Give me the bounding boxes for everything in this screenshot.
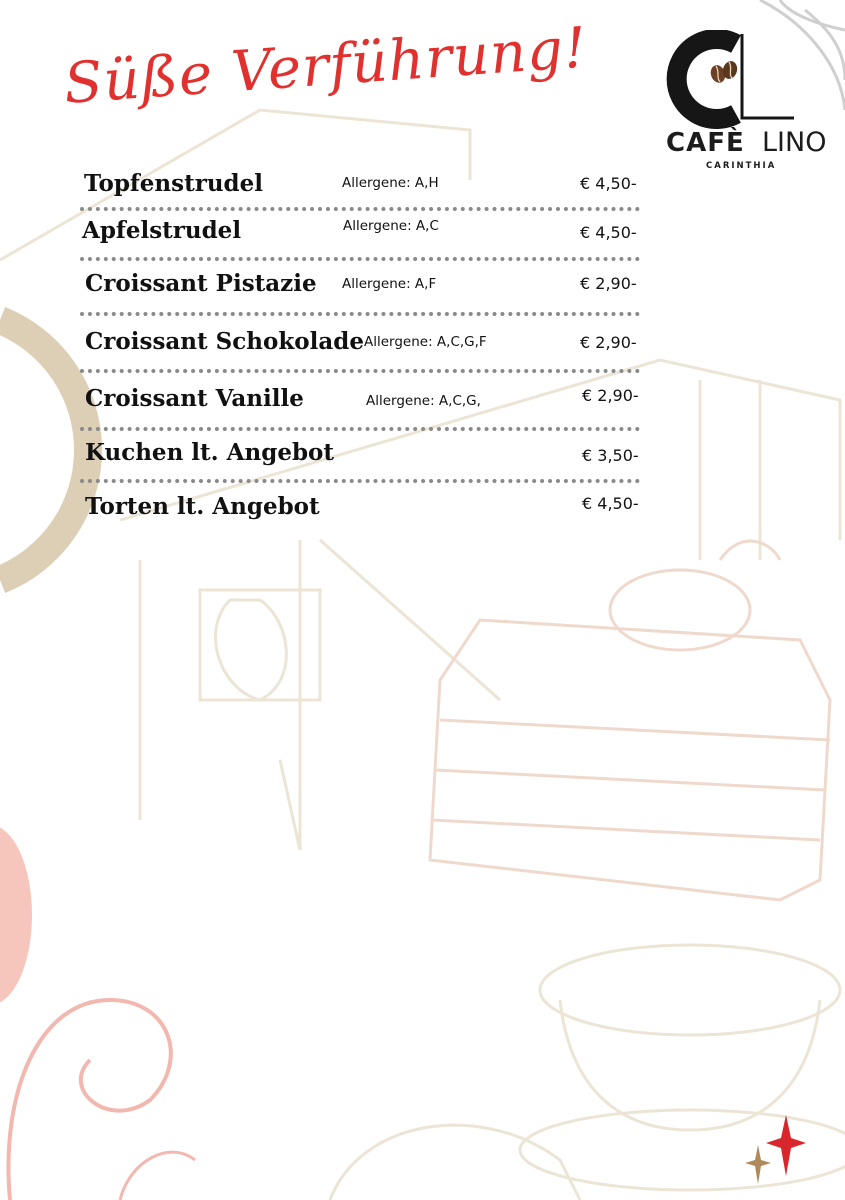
sparkle-icon <box>745 1145 771 1184</box>
item-price: € 2,90- <box>582 386 639 405</box>
menu-item <box>80 439 660 479</box>
item-price: € 2,90- <box>580 274 637 293</box>
cafe-logo <box>664 30 827 175</box>
item-price: € 4,50- <box>582 494 639 513</box>
cake-sketch <box>430 541 830 900</box>
item-allergens: Allergene: A,F <box>342 276 437 292</box>
menu-item <box>80 217 660 257</box>
dotted-divider <box>80 207 640 211</box>
item-name: Croissant Schokolade <box>85 328 364 355</box>
item-price: € 3,50- <box>582 446 639 465</box>
beige-arc-decoration <box>0 320 88 580</box>
item-allergens: Allergene: A,C,G, <box>366 393 481 409</box>
item-name: Kuchen lt. Angebot <box>85 439 335 466</box>
coffee-cup-sketch <box>520 945 845 1190</box>
swirl-decoration <box>8 1000 170 1200</box>
sparkle-icon <box>766 1115 806 1176</box>
item-allergens: Allergene: A,C,G,F <box>364 334 487 350</box>
menu-item <box>80 493 660 533</box>
menu-item <box>80 270 660 310</box>
item-name: Topfenstrudel <box>84 170 264 197</box>
cl-monogram-icon <box>664 30 824 130</box>
item-name: Torten lt. Angebot <box>85 493 320 520</box>
logo-lino-text: LINO <box>762 127 827 158</box>
menu-item <box>80 385 660 425</box>
dotted-divider <box>80 312 640 316</box>
pink-blob-decoration <box>0 825 32 1005</box>
item-allergens: Allergene: A,H <box>342 175 439 191</box>
logo-subtitle: CARINTHIA <box>706 161 777 171</box>
dotted-divider <box>80 479 640 483</box>
item-name: Apfelstrudel <box>82 217 242 244</box>
item-price: € 2,90- <box>580 333 637 352</box>
item-allergens: Allergene: A,C <box>343 218 439 234</box>
logo-cafe-text: CAFÈ <box>666 128 745 158</box>
menu-item <box>80 170 660 210</box>
item-price: € 4,50- <box>580 223 637 242</box>
menu-item <box>80 328 660 368</box>
dotted-divider <box>80 257 640 261</box>
menu-title: Süße Verführung! <box>62 15 590 117</box>
dotted-divider <box>80 427 640 431</box>
item-price: € 4,50- <box>580 174 637 193</box>
item-name: Croissant Vanille <box>85 385 304 412</box>
item-name: Croissant Pistazie <box>85 270 317 297</box>
croissant-sketch <box>330 1125 580 1200</box>
dotted-divider <box>80 369 640 373</box>
coffee-bean-icon <box>708 59 739 84</box>
